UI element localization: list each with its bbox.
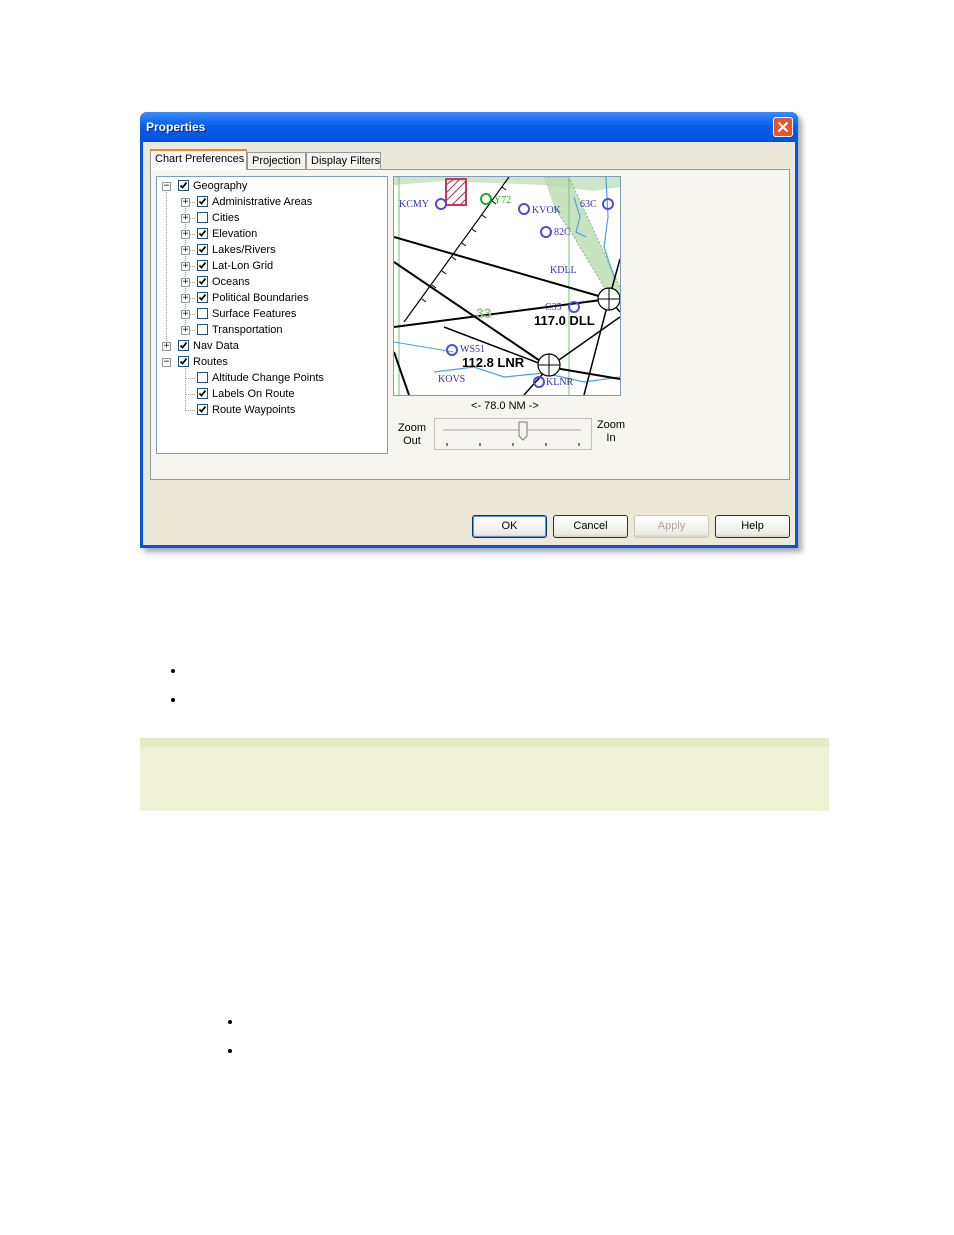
tree-checkbox[interactable] — [197, 404, 208, 415]
tree-node[interactable] — [157, 194, 387, 210]
zoom-slider-thumb[interactable] — [519, 422, 527, 440]
map-label-vor-lnr: 112.8 LNR — [462, 355, 525, 370]
map-label: 33 — [476, 305, 492, 321]
close-icon — [777, 121, 789, 133]
tree-checkbox[interactable] — [197, 324, 208, 335]
tree-node[interactable] — [157, 354, 387, 370]
tree-checkbox[interactable] — [197, 388, 208, 399]
title-bar[interactable] — [140, 112, 798, 142]
zoom-out-label: Zoom Out — [397, 422, 427, 447]
checkmark-icon — [198, 261, 207, 270]
tree-connector-line — [185, 394, 195, 395]
map-label: KDLL — [550, 265, 577, 276]
apply-button[interactable]: Apply — [634, 515, 709, 538]
checkmark-icon — [198, 277, 207, 286]
expand-icon[interactable]: + — [182, 309, 189, 319]
tree-checkbox[interactable] — [178, 180, 189, 191]
tree-node-label: Transportation — [212, 324, 283, 336]
properties-dialog — [140, 112, 798, 548]
tree-node-label: Labels On Route — [212, 388, 295, 400]
cancel-button[interactable]: Cancel — [553, 515, 628, 538]
expand-icon[interactable]: + — [182, 261, 189, 271]
tree-node-label: Route Waypoints — [212, 404, 296, 416]
tree-connector-line — [185, 378, 195, 379]
tree-node[interactable] — [157, 242, 387, 258]
bullet-point — [228, 1049, 232, 1053]
collapse-icon[interactable]: − — [163, 357, 170, 367]
tree-checkbox[interactable] — [197, 276, 208, 287]
map-label-vor-dll: 117.0 DLL — [534, 313, 595, 328]
tree-checkbox[interactable] — [178, 340, 189, 351]
tree-checkbox[interactable] — [197, 228, 208, 239]
map-label: 82C — [554, 227, 571, 238]
checkmark-icon — [198, 197, 207, 206]
tree-node[interactable] — [157, 386, 387, 402]
bullet-point — [228, 1020, 232, 1024]
expand-icon[interactable]: + — [182, 245, 189, 255]
tree-node-label: Surface Features — [212, 308, 297, 320]
tree-node-label: Lat-Lon Grid — [212, 260, 274, 272]
tree-checkbox[interactable] — [197, 372, 208, 383]
zoom-slider[interactable] — [434, 418, 592, 450]
tree-node-label: Altitude Change Points — [212, 372, 324, 384]
tree-node[interactable] — [157, 322, 387, 338]
checkmark-icon — [198, 229, 207, 238]
tree-checkbox[interactable] — [197, 244, 208, 255]
tree-node-label: Cities — [212, 212, 240, 224]
map-label: KVOK — [532, 205, 561, 216]
tree-node-label: Routes — [193, 356, 228, 368]
tree-node-label: Political Boundaries — [212, 292, 309, 304]
map-label: WS51 — [460, 344, 485, 355]
expand-icon[interactable]: + — [163, 341, 170, 351]
tree-node-label: Oceans — [212, 276, 250, 288]
chart-preview-map[interactable] — [393, 176, 621, 396]
tree-node[interactable] — [157, 290, 387, 306]
dialog-client — [143, 142, 795, 545]
dialog-title: Properties — [146, 120, 206, 134]
tree-node-label: Nav Data — [193, 340, 239, 352]
map-label: Y72 — [494, 195, 512, 206]
tree-node-label: Lakes/Rivers — [212, 244, 276, 256]
checkmark-icon — [179, 341, 188, 350]
checkmark-icon — [179, 181, 188, 190]
bullet-point — [171, 698, 175, 702]
tree-checkbox[interactable] — [197, 260, 208, 271]
tree-node[interactable] — [157, 226, 387, 242]
checkmark-icon — [198, 389, 207, 398]
map-label: 63C — [580, 199, 597, 210]
expand-icon[interactable]: + — [182, 293, 189, 303]
tree-checkbox[interactable] — [197, 308, 208, 319]
tab-panel — [150, 169, 790, 480]
collapse-icon[interactable]: − — [163, 181, 170, 191]
zoom-in-label: Zoom In — [596, 419, 626, 444]
tab-projection[interactable]: Projection — [247, 152, 306, 169]
map-label: C35 — [545, 302, 562, 313]
checkmark-icon — [198, 293, 207, 302]
bullet-point — [171, 669, 175, 673]
tree-node[interactable] — [157, 258, 387, 274]
tree-node[interactable] — [157, 306, 387, 322]
tree-connector-line — [185, 410, 195, 411]
note-box — [140, 738, 829, 811]
tree-checkbox[interactable] — [197, 196, 208, 207]
tree-node[interactable] — [157, 274, 387, 290]
tree-checkbox[interactable] — [197, 212, 208, 223]
ok-button[interactable]: OK — [472, 515, 547, 538]
checkmark-icon — [179, 357, 188, 366]
expand-icon[interactable]: + — [182, 197, 189, 207]
tree-checkbox[interactable] — [197, 292, 208, 303]
note-box-band — [140, 738, 829, 747]
layer-tree[interactable] — [156, 176, 388, 454]
checkmark-icon — [198, 405, 207, 414]
expand-icon[interactable]: + — [182, 325, 189, 335]
checkmark-icon — [198, 245, 207, 254]
expand-icon[interactable]: + — [182, 229, 189, 239]
expand-icon[interactable]: + — [182, 213, 189, 223]
help-button[interactable]: Help — [715, 515, 790, 538]
map-drawing — [394, 177, 620, 395]
tree-checkbox[interactable] — [178, 356, 189, 367]
tree-node[interactable] — [157, 402, 387, 418]
tab-display-filters[interactable]: Display Filters — [306, 152, 381, 169]
zoom-slider-track — [435, 419, 591, 449]
map-label: KCMY — [399, 199, 430, 210]
map-label: KOVS — [438, 374, 466, 385]
tree-node-label: Administrative Areas — [212, 196, 313, 208]
tab-chart-preferences[interactable]: Chart Preferences — [150, 149, 247, 170]
tree-node-label: Elevation — [212, 228, 258, 240]
tree-node[interactable] — [157, 338, 387, 354]
expand-icon[interactable]: + — [182, 277, 189, 287]
tree-node[interactable] — [157, 370, 387, 386]
tree-node[interactable] — [157, 178, 387, 194]
tree-node[interactable] — [157, 210, 387, 226]
close-button[interactable] — [773, 117, 793, 137]
map-label: KLNR — [546, 377, 574, 388]
scale-readout: <- 78.0 NM -> — [471, 400, 539, 412]
tree-node-label: Geography — [193, 180, 248, 192]
